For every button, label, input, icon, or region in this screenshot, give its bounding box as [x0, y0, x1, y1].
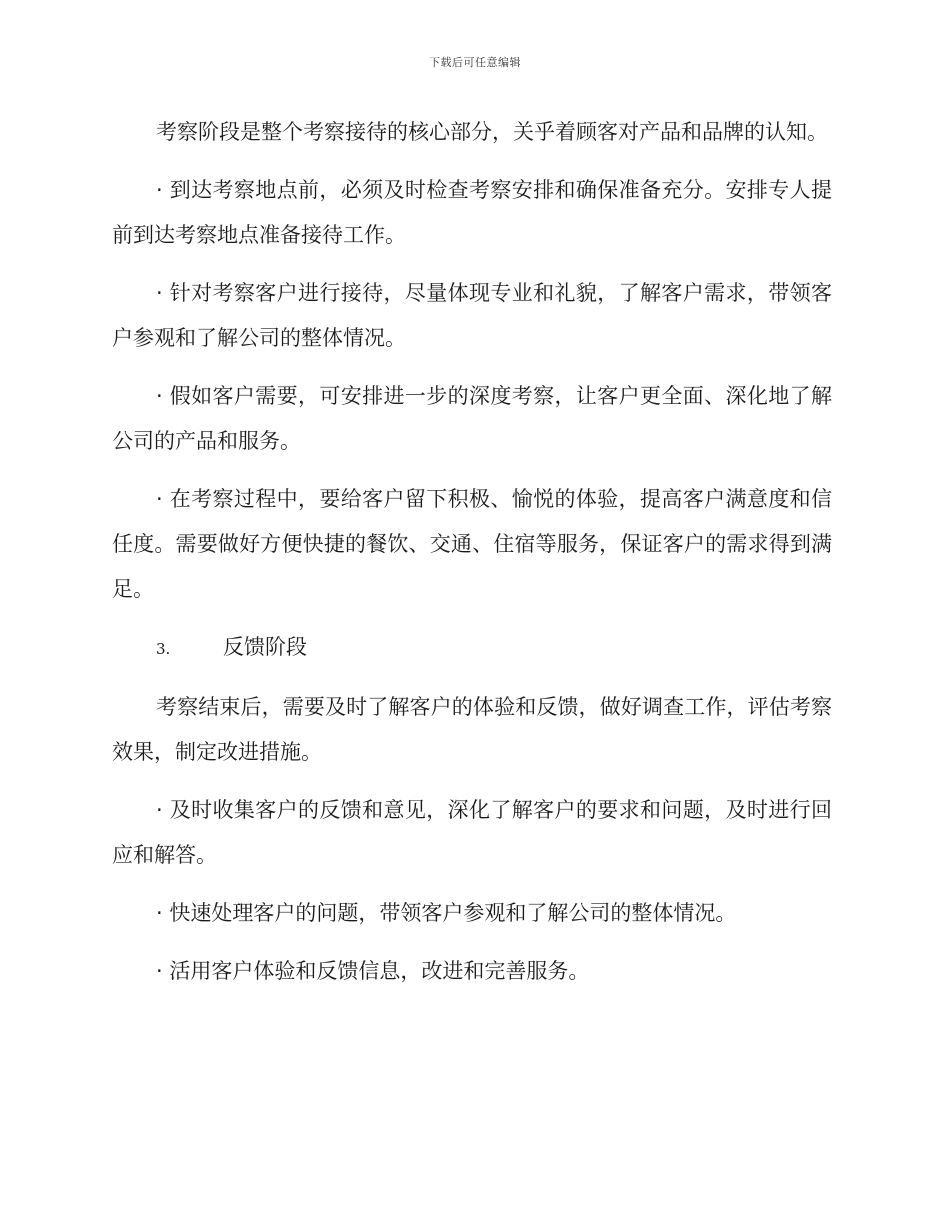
bullet-paragraph: · 到达考察地点前，必须及时检查考察安排和确保准备充分。安排专人提前到达考察地点准备接待工作。 [112, 178, 832, 247]
section-number: 3. [156, 640, 171, 658]
page-header: 下载后可任意编辑 [429, 56, 521, 69]
paragraph-intro: 考察结束后，需要及时了解客户的体验和反馈，做好调查工作，评估考察效果，制定改进措施。 [112, 695, 832, 764]
bullet-paragraph: · 针对考察客户进行接待，尽量体现专业和礼貌，了解客户需求，带领客户参观和了解公司的整体情况。 [112, 281, 832, 350]
bullet-paragraph: · 在考察过程中，要给客户留下积极、愉悦的体验，提高客户满意度和信任度。需要做好方便快捷的餐饮、交通、住宿等服务，保证客户的需求得到满足。 [112, 487, 832, 601]
bullet-paragraph: · 快速处理客户的问题，带领客户参观和了解公司的整体情况。 [156, 901, 737, 925]
section-heading [112, 625, 832, 672]
bullet-paragraph: · 及时收集客户的反馈和意见，深化了解客户的要求和问题，及时进行回应和解答。 [112, 798, 832, 867]
section-title: 反馈阶段 [223, 635, 307, 659]
bullet-paragraph: · 假如客户需要，可安排进一步的深度考察，让客户更全面、深化地了解公司的产品和服务。 [112, 384, 832, 453]
bullet-paragraph: · 活用客户体验和反馈信息，改进和完善服务。 [156, 959, 590, 983]
paragraph-intro: 考察阶段是整个考察接待的核心部分，关乎着顾客对产品和品牌的认知。 [156, 120, 828, 144]
document-body [112, 110, 832, 1007]
